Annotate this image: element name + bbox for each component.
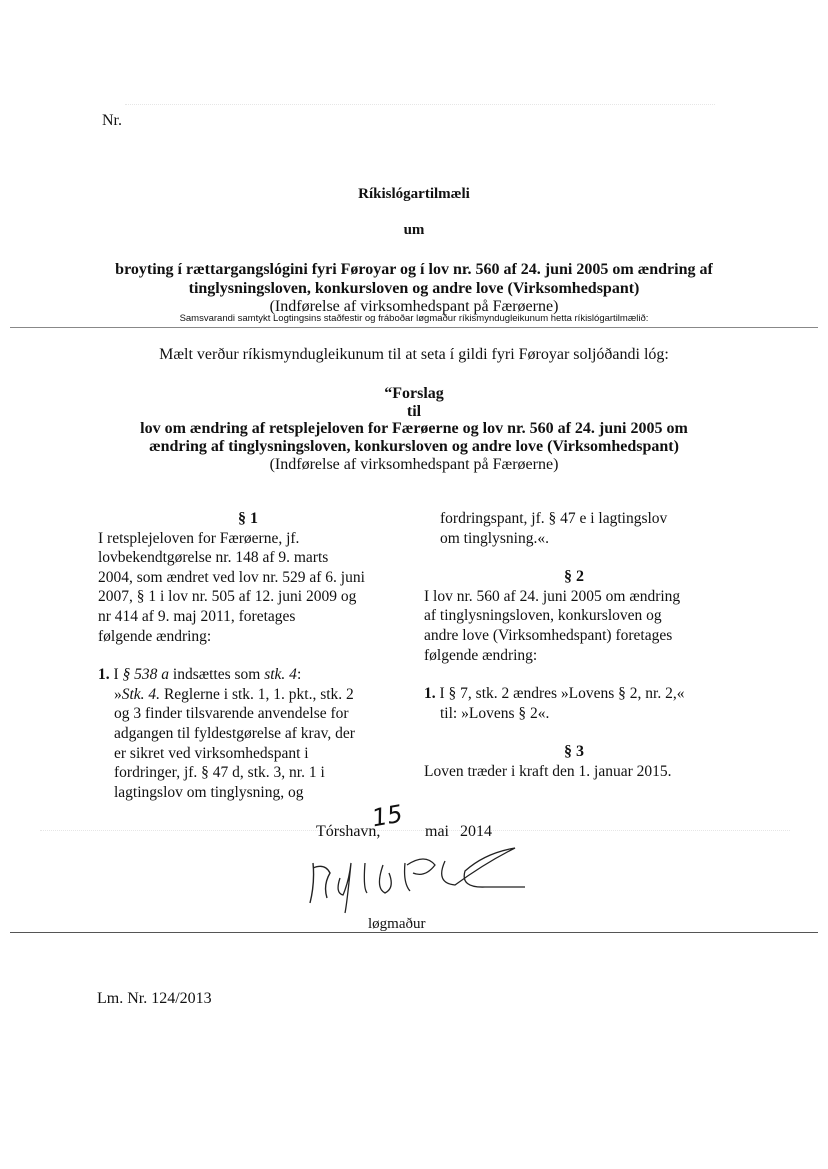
section-1-line: lovbekendtgørelse nr. 148 af 9. marts: [98, 549, 329, 567]
um-label: um: [403, 222, 425, 238]
section-1-heading: § 1: [238, 510, 258, 527]
item-1-line: er sikret ved virksomhedspant i: [114, 744, 309, 762]
section-2-item-1-cont: til: »Lovens § 2«.: [440, 704, 550, 722]
handwritten-signature: [285, 793, 525, 923]
scan-artifact-line: [125, 104, 715, 105]
subject-line-1: broyting í rættargangslógini fyri Føroyar og í lov nr. 560 af 24. juni 2005 om ændring af: [115, 261, 713, 278]
item-number: 1.: [98, 666, 110, 684]
section-2-line: andre love (Virksomhedspant) foretages: [424, 626, 673, 644]
item-1-line: og 3 finder tilsvarende anvendelse for: [114, 705, 349, 723]
continuation-line: om tinglysning.«.: [440, 529, 549, 547]
signature-month: mai: [425, 823, 449, 840]
section-1-item-1: 1. I § 538 a indsættes som stk. 4:: [98, 666, 302, 684]
bottom-divider: [10, 932, 818, 933]
left-column: [98, 509, 398, 802]
proposal-title-line-1: lov om ændring af retsplejeloven for Færøerne og lov nr. 560 af 24. juni 2005 om: [140, 420, 688, 437]
signature-place: Tórshavn,: [316, 823, 381, 840]
section-2-line: I lov nr. 560 af 24. juni 2005 om ændring: [424, 587, 681, 605]
top-divider: [10, 327, 818, 328]
section-2-item-1: 1. I § 7, stk. 2 ændres »Lovens § 2, nr. 2,«: [424, 685, 685, 703]
proposal-forslag: “Forslag: [384, 385, 444, 402]
signature-day-handwritten: 15: [369, 799, 405, 833]
subject-line-2: tinglysningsloven, konkursloven og andre love (Virksomhedspant): [188, 280, 640, 297]
section-3-heading: § 3: [564, 743, 584, 761]
section-1-line: følgende ændring:: [98, 627, 212, 645]
section-1-line: 2007, § 1 i lov nr. 505 af 12. juni 2009 og: [98, 588, 357, 606]
section-1-line: I retsplejeloven for Færøerne, jf.: [98, 529, 300, 547]
nr-label: Nr.: [102, 112, 122, 129]
item-1-line: adgangen til fyldestgørelse af krav, der: [114, 724, 355, 742]
proposal-title-line-2: ændring af tinglysningsloven, konkursloven og andre love (Virksomhedspant): [149, 438, 679, 455]
section-2-heading: § 2: [564, 568, 584, 586]
section-1-line: 2004, som ændret ved lov nr. 529 af 6. juni: [98, 568, 365, 586]
item-1-line: »Stk. 4. Reglerne i stk. 1, 1. pkt., stk. 2: [114, 685, 354, 703]
item-1-line: lagtingslov om tinglysning, og: [114, 783, 304, 801]
item-1-line: fordringer, jf. § 47 d, stk. 3, nr. 1 i: [114, 764, 325, 782]
section-2-line: følgende ændring:: [424, 646, 538, 664]
signature-role: løgmaður: [368, 916, 426, 932]
right-column: [424, 509, 724, 782]
document-title: Ríkislógartilmæli: [358, 186, 470, 202]
signature-year: 2014: [460, 823, 492, 840]
section-3-line: Loven træder i kraft den 1. januar 2015.: [424, 762, 672, 780]
intro-text: Mælt verður ríkismyndugleikunum til at seta í gildi fyri Føroyar soljóðandi lóg:: [159, 346, 669, 363]
section-2-line: af tinglysningsloven, konkursloven og: [424, 607, 662, 625]
proposal-til: til: [406, 403, 422, 420]
subject-parenthetical: (Indførelse af virksomhedspant på Færøerne): [269, 298, 559, 315]
footer-reference: Lm. Nr. 124/2013: [97, 990, 212, 1007]
approval-note: Samsvarandi samtykt Logtingsins staðfestir og fráboðar løgmaður ríkismyndugleikunum hetta ríkislógartilmælið:: [179, 313, 649, 324]
section-1-line: nr 414 af 9. maj 2011, foretages: [98, 607, 296, 625]
proposal-parenthetical: (Indførelse af virksomhedspant på Færøerne): [269, 456, 559, 473]
scan-artifact-line: [40, 830, 790, 831]
continuation-line: fordringspant, jf. § 47 e i lagtingslov: [440, 510, 668, 527]
